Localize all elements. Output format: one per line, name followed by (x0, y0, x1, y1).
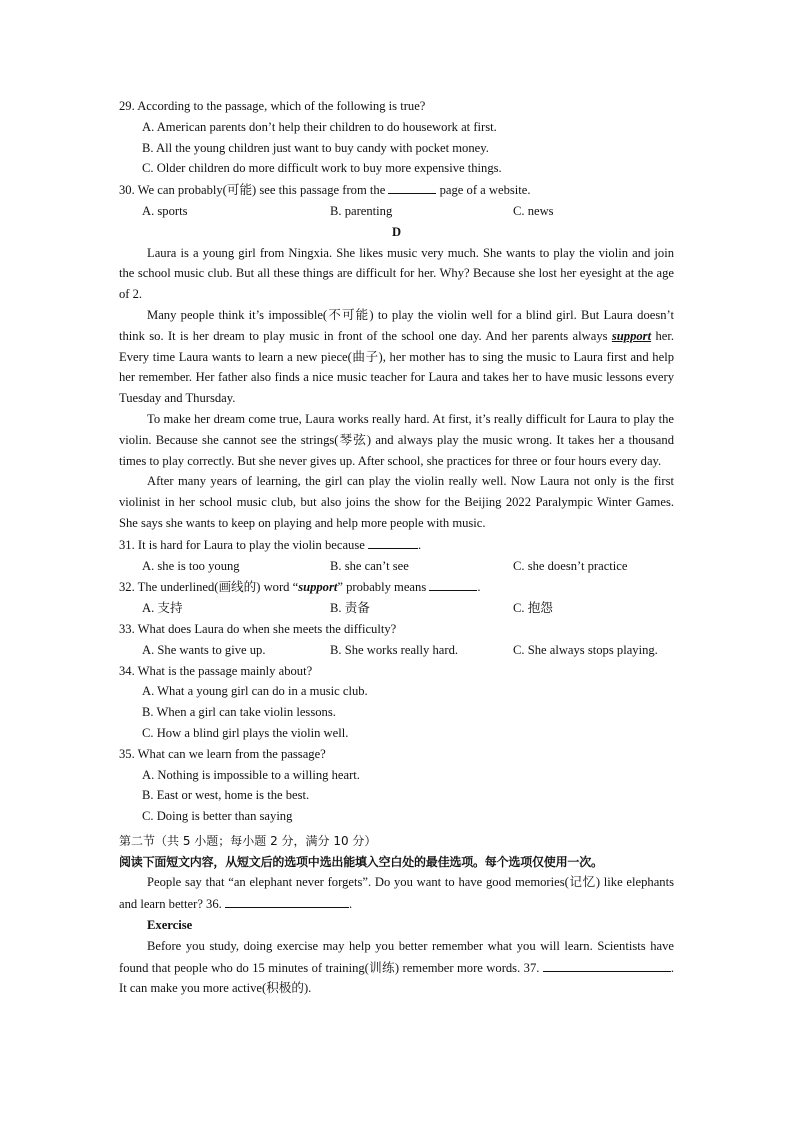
section-2-paragraph-2-post: . It can make you more active(积极的). (119, 960, 674, 996)
section-2-paragraph-1-pre: People say that “an elephant never forgets”. Do you want to have good memories(记忆) like elephants and learn better? 36. (119, 875, 674, 912)
question-35-option-b: B. East or west, home is the best. (142, 788, 310, 803)
question-32-stem-pre: 32. The underlined(画线的) word “ (119, 580, 299, 595)
question-31-options (142, 556, 674, 577)
question-35-stem: 35. What can we learn from the passage? (119, 746, 326, 761)
exam-page (119, 96, 674, 999)
question-34-stem: 34. What is the passage mainly about? (119, 663, 313, 678)
section-2-paragraph-1 (119, 872, 674, 915)
section-2-paragraph-1-post: . (348, 897, 353, 912)
question-30-stem-pre: 30. We can probably(可能) see this passage from the (119, 183, 389, 198)
passage-d-paragraph-2 (119, 305, 674, 409)
question-30-option-c: C. news (513, 203, 554, 218)
section-2-title: 第二节（共 5 小题；每小题 2 分，满分 10 分） (119, 833, 377, 848)
question-34-option-b: B. When a girl can take violin lessons. (142, 705, 336, 720)
passage-d-paragraph-2-pre: Many people think it’s impossible(不可能) to play the violin well for a blind girl. But Laura doesn’t think so. It is her dream to play music in front of the school one day. And her parents always (119, 307, 674, 343)
question-32-stem-end: . (477, 580, 481, 595)
answer-blank (225, 893, 349, 908)
question-29-stem: 29. According to the passage, which of the following is true? (119, 99, 426, 113)
question-29-option-a: A. American parents don’t help their children to do housework at first. (142, 119, 497, 134)
question-32-option-c: C. 抱怨 (513, 601, 553, 616)
question-32-options (142, 598, 674, 619)
question-31-stem-post: . (418, 537, 422, 552)
quoted-word-support: support (298, 580, 338, 595)
section-2-instruction: 阅读下面短文内容，从短文后的选项中选出能填入空白处的最佳选项。每个选项仅使用一次。 (119, 854, 603, 869)
question-29-option-c: C. Older children do more difficult work to buy more expensive things. (142, 161, 502, 176)
answer-blank (388, 179, 436, 194)
question-30-option-a: A. sports (142, 203, 188, 218)
question-34-option-a: A. What a young girl can do in a music club. (142, 684, 368, 699)
question-32-stem (119, 576, 674, 598)
section-2-paragraph-2 (119, 936, 674, 999)
question-35-option-a: A. Nothing is impossible to a willing heart. (142, 767, 360, 782)
passage-d-paragraph-4: After many years of learning, the girl can play the violin really well. Now Laura not only is the first violinist in her school music club, but also joins the show for the Beijing 2022 Paralympic Winter Games. She says she wants to keep on playing and help more people with music. (119, 474, 674, 530)
section-d-heading: D (391, 224, 402, 239)
passage-d-paragraph-2-post: her. Every time Laura wants to learn a new piece(曲子), her mother has to sing the music to Laura first and help her remember. Her father also finds a nice music teacher for Laura and takes her to have music lessons every Tuesday and Thursday. (119, 328, 674, 406)
answer-blank (429, 576, 477, 591)
answer-blank (543, 957, 671, 972)
section-2-paragraph-2-pre: Before you study, doing exercise may help you better remember what you will learn. Scientists have found that people who do 15 minutes of training(训练) remember more words. 37. (119, 938, 674, 975)
passage-d-paragraph-3: To make her dream come true, Laura works really hard. At first, it’s really difficult for Laura to play the violin. Because she cannot see the strings(琴弦) and always play the music wrong. It takes her a thousand times to play correctly. But she never gives up. After school, she practices for three or four hours every day. (119, 411, 674, 468)
question-30-options (142, 201, 674, 222)
question-34-option-c: C. How a blind girl plays the violin well. (142, 725, 349, 740)
question-33-options (142, 640, 674, 661)
question-31-stem-pre: 31. It is hard for Laura to play the violin because (119, 537, 368, 552)
question-30-option-b: B. parenting (330, 203, 393, 218)
question-32-option-b: B. 责备 (330, 601, 370, 616)
question-31-option-a: A. she is too young (142, 558, 240, 573)
question-31-stem (119, 534, 674, 556)
question-29-option-b: B. All the young children just want to buy candy with pocket money. (142, 140, 489, 155)
question-30-stem-post: page of a website. (436, 183, 531, 198)
question-33-option-a: A. She wants to give up. (142, 642, 266, 657)
question-35-option-c: C. Doing is better than saying (142, 809, 293, 824)
question-30-stem (119, 179, 674, 201)
question-33-stem: 33. What does Laura do when she meets the difficulty? (119, 621, 397, 636)
answer-blank (368, 534, 418, 549)
question-31-option-c: C. she doesn’t practice (513, 558, 628, 573)
passage-d-paragraph-1: Laura is a young girl from Ningxia. She likes music very much. She wants to play the violin and join the school music club. But all these things are difficult for her. Why? Because she lost her eyesight at the age of 2. (119, 245, 674, 302)
question-32-option-a: A. 支持 (142, 601, 183, 616)
question-31-option-b: B. she can’t see (330, 558, 409, 573)
question-33-option-c: C. She always stops playing. (513, 642, 658, 657)
question-33-option-b: B. She works really hard. (330, 642, 459, 657)
section-2-subtitle: Exercise (147, 918, 193, 933)
question-32-stem-post: ” probably means (337, 580, 430, 595)
underlined-word-support: support (611, 328, 652, 343)
